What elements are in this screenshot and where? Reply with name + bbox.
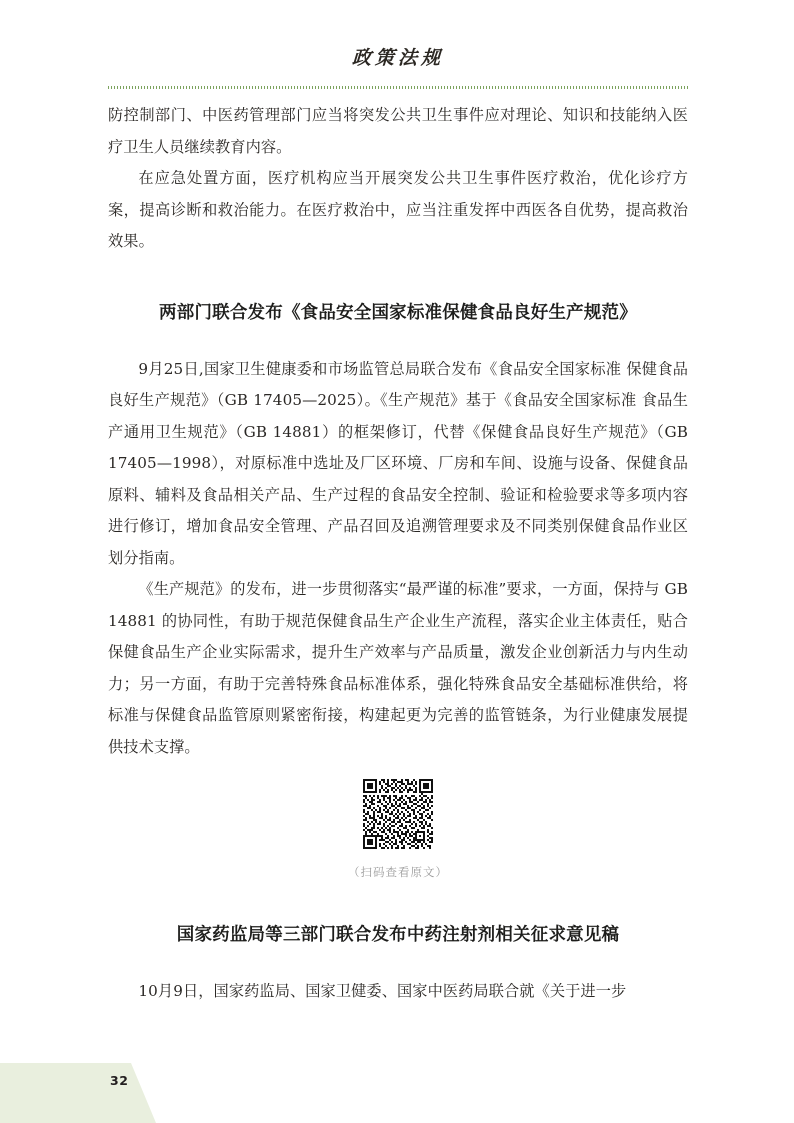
paragraph-continued-1: 防控制部门、中医药管理部门应当将突发公共卫生事件应对理论、知识和技能纳入医疗卫生人员继续教育内容。 <box>108 106 688 156</box>
header-divider-rule <box>108 86 688 89</box>
qr-code-icon[interactable] <box>361 777 435 851</box>
qr-code-block <box>108 777 688 880</box>
spacer-before-heading-1 <box>108 258 688 298</box>
page-number: 32 <box>110 1073 129 1088</box>
section-heading-tcm-injection: 国家药监局等三部门联合发布中药注射剂相关征求意见稿 <box>176 925 620 945</box>
paragraph-gmp-significance: 《生产规范》的发布，进一步贯彻落实“最严谨的标准”要求，一方面，保持与 GB 14881 的协同性，有助于规范保健食品生产企业生产流程，落实企业主体责任，贴合保健食品生产企业实际需求，提升生产效率与产品质量，激发企业创新活力与内生动力；另一方面，有助于完善特殊食品标准体系，强化特殊食品安全基础标准供给，将标准与保健食品监管原则紧密衔接，构建起更为完善的监管链条，为行业健康发展提供技术支撑。 <box>108 580 688 756</box>
paragraph-tcm-injection-intro: 10月9日，国家药监局、国家卫健委、国家中医药局联合就《关于进一步 <box>138 982 627 1000</box>
qr-code-caption: （扫码查看原文） <box>348 865 448 879</box>
spacer-after-heading-1 <box>108 328 688 354</box>
running-header <box>108 48 688 69</box>
running-header-title: 政策法规 <box>351 47 445 69</box>
spacer-before-qr <box>108 763 688 777</box>
section-heading-gmp-standard: 两部门联合发布《食品安全国家标准保健食品良好生产规范》 <box>159 302 637 323</box>
spacer-before-heading-2 <box>108 880 688 920</box>
spacer-after-heading-2 <box>108 950 688 976</box>
paragraph-emergency-response: 在应急处置方面，医疗机构应当开展突发公共卫生事件医疗救治，优化诊疗方案，提高诊断和救治能力。在医疗救治中，应当注重发挥中西医各自优势，提高救治效果。 <box>108 169 688 250</box>
main-text-column <box>108 100 688 1008</box>
paragraph-gmp-release: 9月25日,国家卫生健康委和市场监管总局联合发布《食品安全国家标准 保健食品良好生产规范》（GB 17405—2025）。《生产规范》基于《食品安全国家标准 食品生产通用卫生规范》（GB 14881）的框架修订，代替《保健食品良好生产规范》（GB 17405—1998），对原标准中选址及厂区环境、厂房和车间、设施与设备、保健食品原料、辅料及食品相关产品、生产过程的食品安全控制、验证和检验要求等多项内容进行修订，增加食品安全管理、产品召回及追溯管理要求及不同类别保健食品作业区划分指南。 <box>108 359 688 567</box>
